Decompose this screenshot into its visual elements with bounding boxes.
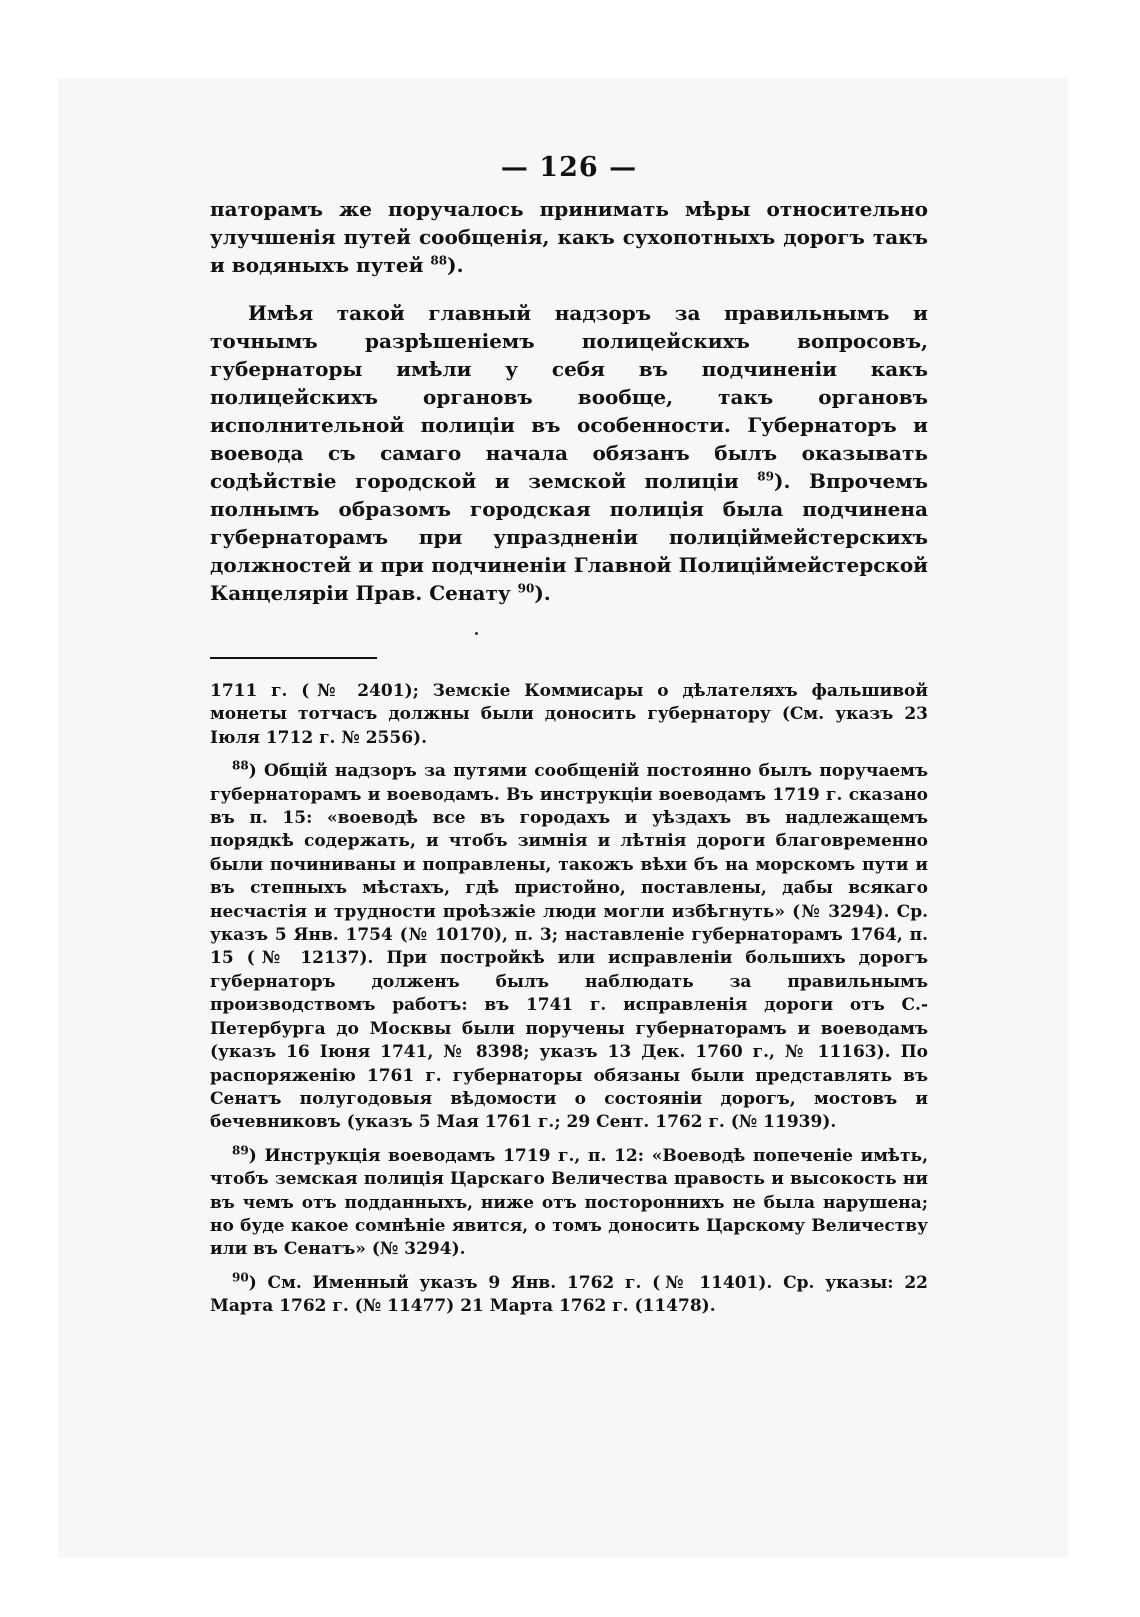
paragraph-2-tail: . — [543, 581, 551, 605]
main-text — [210, 152, 928, 607]
footnote-ref-88: 88 — [430, 253, 448, 268]
footnote-89-marker: 89 — [232, 1143, 249, 1158]
footnote-90-marker: 90 — [232, 1270, 249, 1285]
footnote-88-marker: 88 — [232, 758, 249, 773]
footnote-90: $^{90}$) См. Именный указъ 9 Янв. 1762 г. (№ 11401). Ср. указы: 22 Марта 1762 г. (№ 11477) 21 Марта 1762 г. (11478). — [210, 1270, 929, 1317]
footnote-88-text: Общій надзоръ за путями сообщеній постоянно былъ поручаемъ губернаторамъ и воеводамъ. Въ инструкціи воеводамъ 1719 г. сказано въ п. 15: «воеводѣ все въ городахъ и уѣздахъ въ надлежащемъ порядкѣ содержать, и чтобъ зимнія и лѣтнія дороги благовременно были починиваны и поправлены, такожъ вѣхи бъ на морскомъ пути и въ степныхъ мѣстахъ, гдѣ пристойно, поставлены, дабы всякаго несчастія и трудности проѣзжіе люди могли избѣгнуть» (№ 3294). Ср. указъ 5 Янв. 1754 (№ 10170), п. 3; наставленіе губернаторамъ 1764, п. 15 (№ 12137). При постройкѣ или исправленіи большихъ дорогъ губернаторъ долженъ былъ наблюдать за правильнымъ производствомъ работъ: въ 1741 г. исправленія дороги отъ С.-Петербурга до Москвы были поручены губернаторамъ и воеводамъ (указъ 16 Іюня 1741, № 8398; указъ 13 Дек. 1760 г., № 11163). По распоряженію 1761 г. губернаторы обязаны были представлять въ Сенатъ полугодовыя вѣдомости о состояніи дорогъ, мостовъ и бечевниковъ (указъ 5 Мая 1761 г.; 29 Сент. 1762 г. (№ 11939). — [210, 761, 928, 1133]
footnote-continued-text: 1711 г. (№ 2401); Земскіе Коммисары о дѣлателяхъ фальшивой монеты тотчасъ должны были доносить губернатору (См. указъ 23 Іюля 1712 г. № 2556). — [210, 681, 928, 748]
footnote-90-text: См. Именный указъ 9 Янв. 1762 г. (№ 11401). Ср. указы: 22 Марта 1762 г. (№ 11477) 21 Марта 1762 г. (11478). — [210, 1272, 929, 1317]
paragraph-2: Имѣя такой главный надзоръ за правильнымъ и точнымъ разрѣшеніемъ полицейскихъ вопросовъ, губернаторы имѣли у себя въ подчиненіи какъ полицейскихъ органовъ вообще, такъ органовъ исполнительной полиціи въ особенности. Губернаторъ и воевода съ самаго начала обязанъ былъ оказывать содѣйствіе городской и земской полиціи $^{89}$). Впрочемъ полнымъ образомъ городская полиція была подчинена губернаторамъ при упраздненіи полиціймейстерскихъ должностей и при подчиненіи Главной Полиціймейстерской Канцеляріи Прав. Сенату $^{90}$). — [210, 301, 928, 605]
paragraph-1-text: паторамъ же поручалось принимать мѣры относительно улучшенія путей сообщенія, какъ сухопотныхъ дорогъ такъ и водяныхъ путей — [210, 197, 928, 277]
stray-mark — [475, 632, 478, 635]
footnote-89: $^{89}$) Инструкція воеводамъ 1719 г., п. 12: «Воеводѣ попеченіе имѣть, чтобъ земская полиція Царскаго Величества правость и высокость ни въ чемъ отъ подданныхъ, ниже отъ постороннихъ не была нарушена; но буде какое сомнѣніе явится, о томъ доносить Царскому Величеству или въ Сенатъ» (№ 3294). — [210, 1143, 928, 1260]
footnote-divider — [210, 657, 377, 659]
paragraph-1-tail: . — [456, 253, 464, 277]
paragraph-2-text: Имѣя такой главный надзоръ за правильнымъ и точнымъ разрѣшеніемъ полицейскихъ вопросовъ, губернаторы имѣли у себя въ подчиненіи какъ полицейскихъ органовъ вообще, такъ органовъ исполнительной полиціи въ особенности. Губернаторъ и воевода съ самаго начала обязанъ былъ оказывать содѣйствіе городской и земской полиціи — [210, 301, 928, 493]
footnote-88: $^{88}$) Общій надзоръ за путями сообщеній постоянно былъ поручаемъ губернаторамъ и воеводамъ. Въ инструкціи воеводамъ 1719 г. сказано въ п. 15: «воеводѣ все въ городахъ и уѣздахъ въ надлежащемъ порядкѣ содержать, и чтобъ зимнія и лѣтнія дороги благовременно были починиваны и поправлены, такожъ вѣхи бъ на морскомъ пути и въ степныхъ мѣстахъ, гдѣ пристойно, поставлены, дабы всякаго несчастія и трудности проѣзжіе люди могли избѣгнуть» (№ 3294). Ср. указъ 5 Янв. 1754 (№ 10170), п. 3; наставленіе губернаторамъ 1764, п. 15 (№ 12137). При постройкѣ или исправленіи большихъ дорогъ губернаторъ долженъ былъ наблюдать за правильнымъ производствомъ работъ: въ 1741 г. исправленія дороги отъ С.-Петербурга до Москвы были поручены губернаторамъ и воеводамъ (указъ 16 Іюня 1741, № 8398; указъ 13 Дек. 1760 г., № 11163). По распоряженію 1761 г. губернаторы обязаны были представлять въ Сенатъ полугодовыя вѣдомости о состояніи дорогъ, мостовъ и бечевниковъ (указъ 5 Мая 1761 г.; 29 Сент. 1762 г. (№ 11939). — [210, 758, 928, 1133]
footnote-ref-90: 90 — [517, 581, 535, 596]
page-number: — 126 — — [500, 152, 638, 183]
footnote-89-text: Инструкція воеводамъ 1719 г., п. 12: «Воеводѣ попеченіе имѣть, чтобъ земская полиція Царскаго Величества правость и высокость ни въ чемъ отъ подданныхъ, ниже отъ постороннихъ не была нарушена; но буде какое сомнѣніе явится, о томъ доносить Царскому Величеству или въ Сенатъ» (№ 3294). — [210, 1145, 928, 1260]
paragraph-2-mid: . Впрочемъ полнымъ образомъ городская полиція была подчинена губернаторамъ при упраздненіи полиціймейстерскихъ должностей и при подчиненіи Главной Полиціймейстерской Канцеляріи Прав. Сенату — [210, 469, 928, 605]
footnote-continued — [210, 680, 928, 750]
footnote-ref-89: 89 — [757, 469, 774, 484]
footnotes — [210, 680, 928, 1319]
paragraph-1: паторамъ же поручалось принимать мѣры относительно улучшенія путей сообщенія, какъ сухопотныхъ дорогъ такъ и водяныхъ путей $^{88}$). — [210, 197, 928, 277]
